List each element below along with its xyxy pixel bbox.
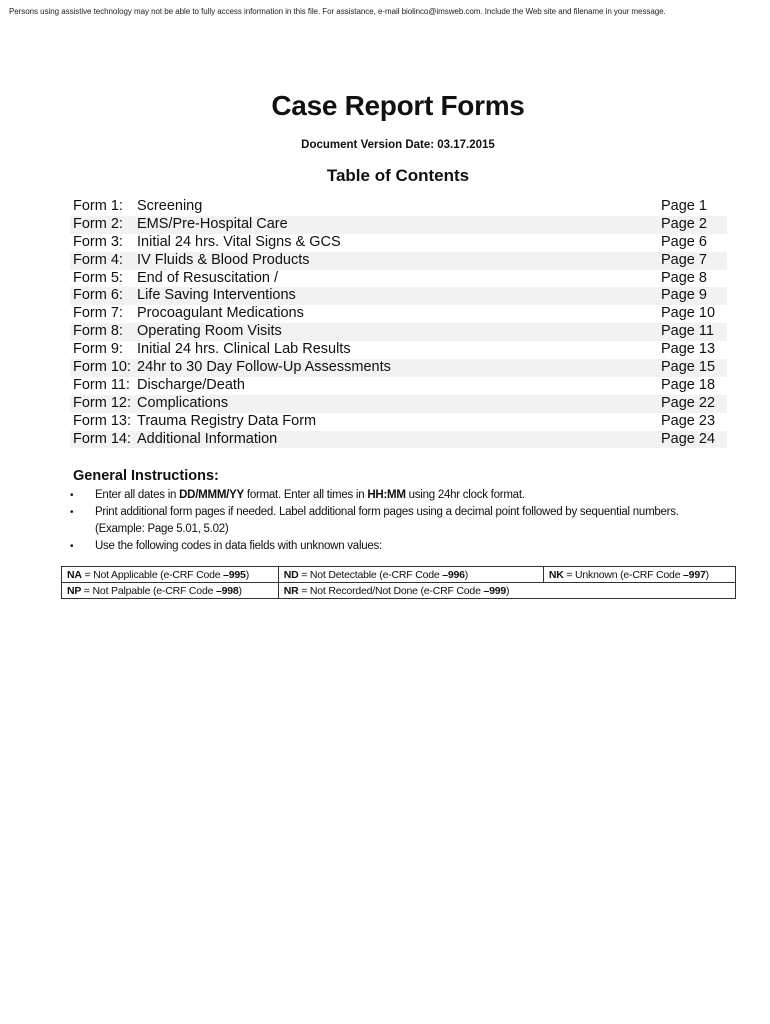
codes-row [62, 583, 736, 599]
code-cell-na [62, 567, 279, 583]
toc-page-number: Page 13 [661, 341, 716, 358]
instruction-text: Enter all dates in [95, 489, 180, 501]
code-desc: = Not Detectable (e-CRF Code [298, 568, 443, 581]
general-instructions-heading-text: General Instructions [73, 468, 215, 484]
accessibility-note: Persons using assistive technology may not be able to fully access information in this file. For assistance, e-mail biolinco@imsweb.com. Include the Web site and filename in your message. [9, 7, 666, 16]
toc-form-number: Form 14: [73, 430, 132, 447]
toc-form-name: IV Fluids & Blood Products [137, 251, 310, 268]
code-close: ) [238, 584, 242, 597]
code-desc: = Not Recorded/Not Done (e-CRF Code [298, 584, 484, 597]
code-abbrev: NA [67, 568, 82, 581]
toc-form-name: Procoagulant Medications [137, 305, 304, 322]
toc-row[interactable] [70, 341, 727, 359]
toc-form-number: Form 5: [73, 269, 123, 286]
toc-page-number: Page 22 [661, 394, 716, 411]
instruction-text: Use the following codes in data fields with unknown values: [95, 540, 382, 552]
toc-form-number: Form 11: [73, 376, 130, 393]
code-abbrev: NR [283, 584, 299, 597]
toc-page-number: Page 6 [661, 233, 707, 250]
toc-page-number: Page 9 [661, 287, 707, 304]
instruction-item-codes [70, 538, 710, 555]
code-abbrev: NK [548, 568, 564, 581]
toc-page-number: Page 10 [661, 305, 716, 322]
toc-page-number: Page 23 [661, 412, 716, 429]
toc-form-name: EMS/Pre-Hospital Care [137, 215, 288, 232]
code-close: ) [506, 584, 510, 597]
instruction-text: using 24hr clock format. [405, 489, 525, 501]
toc-page-number: Page 18 [661, 376, 716, 393]
unknown-value-codes-table [61, 566, 736, 599]
code-close: ) [464, 568, 469, 581]
toc-form-name: 24hr to 30 Day Follow-Up Assessments [137, 359, 391, 376]
toc-row[interactable] [70, 234, 727, 252]
toc-form-name: Screening [137, 198, 203, 214]
toc-form-number: Form 1: [73, 198, 123, 214]
toc-form-number: Form 2: [73, 215, 123, 232]
toc-row[interactable] [70, 305, 727, 323]
toc-page-number: Page 2 [661, 215, 707, 232]
toc-form-number: Form 13: [73, 412, 132, 429]
toc-page-number: Page 1 [661, 198, 707, 214]
code-number: –995 [223, 568, 246, 581]
toc-row[interactable] [70, 216, 727, 234]
code-number: –999 [483, 584, 506, 597]
toc-page-number: Page 8 [661, 269, 707, 286]
toc-form-number: Form 6: [73, 287, 123, 304]
time-format: HH:MM [367, 489, 406, 501]
general-instructions-list [70, 487, 710, 555]
toc-form-number: Form 3: [73, 233, 123, 250]
instruction-text: format. Enter all times in [243, 489, 368, 501]
toc-form-name: Discharge/Death [137, 376, 245, 393]
bullet-icon: • [70, 507, 74, 518]
toc-row[interactable] [70, 377, 727, 395]
date-format: DD/MMM/YY [179, 489, 244, 501]
instruction-item-pages [70, 504, 710, 538]
toc-form-name: Initial 24 hrs. Clinical Lab Results [137, 341, 351, 358]
toc-form-number: Form 4: [73, 251, 123, 268]
code-desc: = Not Palpable (e-CRF Code [81, 584, 216, 597]
document-version-date: Document Version Date: 03.17.2015 [301, 139, 495, 151]
instruction-example: (Example: Page 5.01, 5.02) [95, 523, 229, 535]
toc-page-number: Page 11 [661, 323, 714, 340]
toc-page-number: Page 24 [661, 430, 716, 447]
general-instructions-heading-colon: : [214, 468, 219, 484]
toc-page-number: Page 15 [661, 359, 716, 376]
toc-form-name: Trauma Registry Data Form [137, 412, 317, 429]
toc-form-name: Initial 24 hrs. Vital Signs & GCS [137, 233, 341, 250]
code-cell-nk [543, 567, 735, 583]
code-close: ) [705, 568, 709, 581]
code-cell-empty [543, 583, 735, 599]
instruction-item-dates [70, 487, 710, 504]
toc-heading: Table of Contents [326, 166, 470, 185]
bullet-icon: • [70, 490, 74, 501]
toc-form-name: Complications [137, 394, 229, 411]
code-number: –998 [215, 584, 239, 597]
toc-form-number: Form 8: [73, 323, 123, 340]
table-of-contents [70, 198, 727, 448]
toc-row[interactable] [70, 287, 727, 305]
toc-row[interactable] [70, 359, 727, 377]
code-number: –996 [442, 568, 465, 581]
toc-form-name: End of Resuscitation / [137, 269, 279, 286]
toc-form-name: Operating Room Visits [137, 323, 282, 340]
toc-row[interactable] [70, 323, 727, 341]
instruction-text: Print additional form pages if needed. Label additional form pages using a decimal point followed by sequential numbers. [95, 506, 679, 518]
toc-page-number: Page 7 [661, 251, 707, 268]
toc-form-number: Form 7: [73, 305, 123, 322]
toc-form-number: Form 12: [73, 394, 132, 411]
toc-form-name: Life Saving Interventions [137, 287, 296, 304]
code-cell-nd [278, 567, 543, 583]
code-close: ) [245, 568, 249, 581]
bullet-icon: • [70, 541, 74, 552]
document-title: Case Report Forms [271, 90, 525, 121]
toc-row[interactable] [70, 431, 727, 449]
toc-row[interactable] [70, 395, 727, 413]
code-abbrev: ND [283, 568, 299, 581]
code-desc: = Not Applicable (e-CRF Code [81, 568, 224, 581]
codes-row [62, 567, 736, 583]
code-cell-np [62, 583, 279, 599]
toc-form-number: Form 9: [73, 341, 123, 358]
code-desc: = Unknown (e-CRF Code [563, 568, 684, 581]
toc-row[interactable] [70, 413, 727, 431]
toc-row[interactable] [70, 270, 727, 288]
toc-form-name: Additional Information [137, 430, 278, 447]
code-cell-nr [278, 583, 543, 599]
toc-row[interactable] [70, 252, 727, 270]
general-instructions-heading [73, 468, 219, 484]
toc-row[interactable] [70, 198, 727, 216]
toc-form-number: Form 10: [73, 359, 132, 376]
code-abbrev: NP [67, 584, 82, 597]
code-number: –997 [683, 568, 706, 581]
